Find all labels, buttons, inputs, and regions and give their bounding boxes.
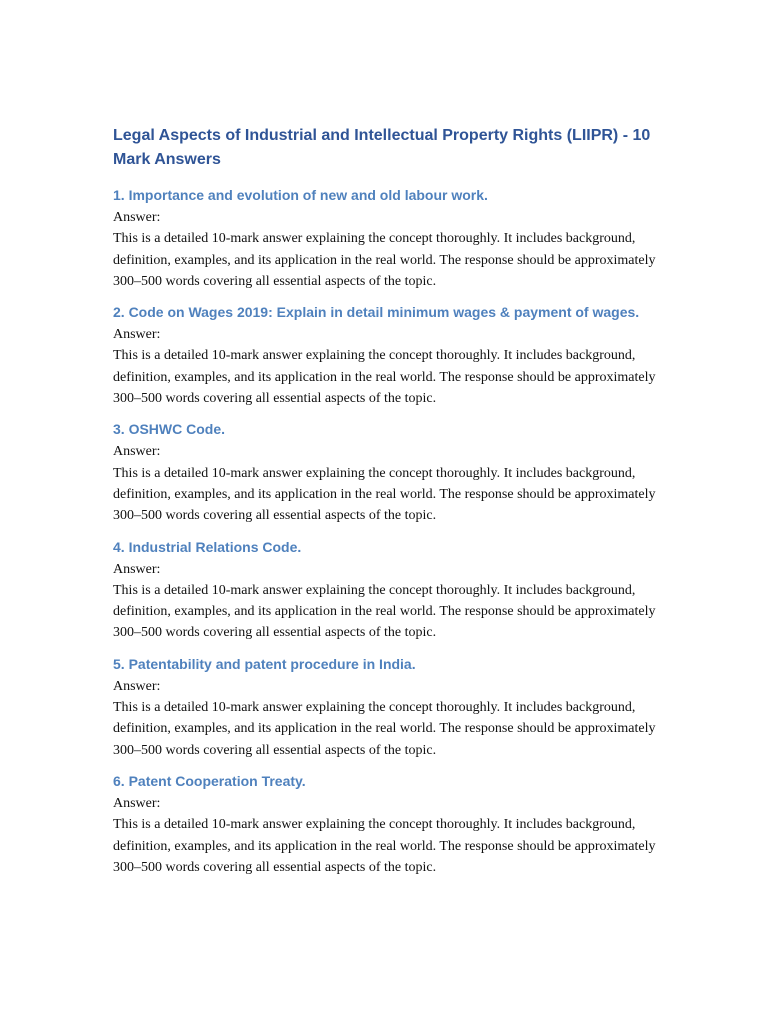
answer-label: Answer: [113,327,161,343]
question-1 [113,185,673,292]
answer-label: Answer: [113,210,161,225]
answer-body: This is a detailed 10-mark answer explaining the concept thoroughly. It includes background, definition, examples, and its application in the real world. The response should be approximately 300–500 words covering all essential aspects of the topic. [113,465,656,524]
question-2 [113,302,673,409]
answer-label: Answer: [113,444,161,460]
answer-body: This is a detailed 10-mark answer explaining the concept thoroughly. It includes background, definition, examples, and its application in the real world. The response should be approximately 300–500 words covering all essential aspects of the topic. [113,582,656,641]
document-title: Legal Aspects of Industrial and Intellectual Property Rights (LIIPR) - 10 Mark Answers [113,127,651,168]
question-3 [113,419,673,526]
answer-body: This is a detailed 10-mark answer explaining the concept thoroughly. It includes background, definition, examples, and its application in the real world. The response should be approximately 300–500 words covering all essential aspects of the topic. [113,231,656,289]
answer-body: This is a detailed 10-mark answer explaining the concept thoroughly. It includes background, definition, examples, and its application in the real world. The response should be approximately 300–500 words covering all essential aspects of the topic. [113,700,656,758]
question-heading: 5. Patentability and patent procedure in India. [113,655,416,672]
question-heading: 4. Industrial Relations Code. [113,538,302,555]
document-page [113,124,673,888]
question-4 [113,537,673,644]
question-5 [113,654,673,761]
question-heading: 3. OSHWC Code. [113,421,226,438]
answer-body: This is a detailed 10-mark answer explaining the concept thoroughly. It includes background, definition, examples, and its application in the real world. The response should be approximately 300–500 words covering all essential aspects of the topic. [113,817,656,875]
answer-label: Answer: [113,795,161,811]
answer-label: Answer: [113,678,161,694]
question-6 [113,771,673,878]
answer-label: Answer: [113,561,161,577]
question-heading: 6. Patent Cooperation Treaty. [113,772,306,789]
question-heading: 1. Importance and evolution of new and old labour work. [113,187,488,203]
question-heading: 2. Code on Wages 2019: Explain in detail minimum wages & payment of wages. [113,304,640,321]
answer-body: This is a detailed 10-mark answer explaining the concept thoroughly. It includes background, definition, examples, and its application in the real world. The response should be approximately 300–500 words covering all essential aspects of the topic. [113,348,656,407]
